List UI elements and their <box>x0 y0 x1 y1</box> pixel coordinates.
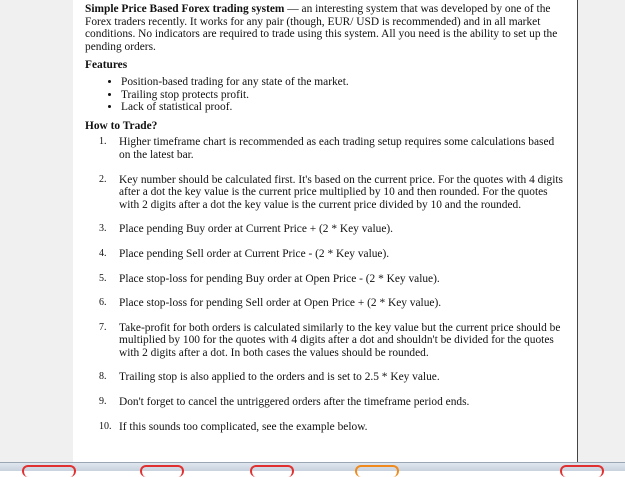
step-item <box>85 223 565 236</box>
step-item <box>85 136 565 161</box>
step-item <box>85 174 565 212</box>
step-number: 2. <box>99 173 107 185</box>
features-heading: Features <box>85 59 128 72</box>
step-number: 10. <box>99 420 112 432</box>
step-item <box>85 322 565 360</box>
step-text: Take-profit for both orders is calculated similarly to the key value but the current price should be multiplied by 100 for the quotes with 4 digits after a dot and shouldn't be divided for the quotes with 2 digits after a dot. In both cases the values should be rounded. <box>119 321 561 359</box>
step-item <box>85 248 565 261</box>
step-item <box>85 421 565 434</box>
step-text: If this sounds too complicated, see the example below. <box>119 420 368 433</box>
taskbar-app-icon[interactable] <box>560 465 604 477</box>
step-text: Place stop-loss for pending Buy order at Open Price - (2 * Key value). <box>119 272 440 285</box>
taskbar-app-icon[interactable] <box>140 465 184 477</box>
features-list <box>85 76 565 114</box>
step-text: Key number should be calculated first. It's based on the current price. For the quotes with 4 digits after a dot the key value is the current price multiplied by 10 and then rounded. For the quotes with 2 digits after a dot the key value is the current price divided by 10 and the rounded. <box>119 173 563 211</box>
step-text: Place stop-loss for pending Sell order at Open Price + (2 * Key value). <box>119 297 442 310</box>
taskbar-app-icon[interactable] <box>22 465 76 477</box>
document-page[interactable] <box>73 0 577 470</box>
step-item <box>85 371 565 384</box>
step-text: Trailing stop is also applied to the orders and is set to 2.5 * Key value. <box>119 371 440 384</box>
step-number: 5. <box>99 272 107 284</box>
viewer-right-margin <box>577 0 625 470</box>
step-number: 6. <box>99 297 107 309</box>
step-item <box>85 396 565 409</box>
features-item: • Lack of statistical proof. <box>121 101 565 114</box>
step-item <box>85 273 565 286</box>
intro-title: Simple Price Based Forex trading system <box>85 3 285 15</box>
step-number: 3. <box>99 223 107 235</box>
taskbar-app-icon[interactable] <box>355 465 399 477</box>
step-number: 7. <box>99 321 107 333</box>
features-item: • Position-based trading for any state of the market. <box>121 76 565 89</box>
step-number: 4. <box>99 247 107 259</box>
step-number: 8. <box>99 371 107 383</box>
steps-list <box>85 136 565 433</box>
step-number: 9. <box>99 396 107 408</box>
taskbar-app-icon[interactable] <box>250 465 294 477</box>
step-text: Place pending Sell order at Current Price - (2 * Key value). <box>119 247 390 260</box>
page-edge <box>577 0 578 470</box>
step-text: Higher timeframe chart is recommended as each trading setup requires some calculations based on the latest bar. <box>119 136 555 161</box>
step-item <box>85 297 565 310</box>
step-number: 1. <box>99 136 107 148</box>
intro-text: — an interesting system that was developed by one of the Forex traders recently. It works for any pair (though, EUR/ USD is recommended) and in all market conditions. No indicators are required to trade using this system. All you need is the ability to set up the pending orders. <box>85 3 558 53</box>
viewer-left-margin <box>0 0 73 470</box>
step-text: Place pending Buy order at Current Price + (2 * Key value). <box>119 223 394 236</box>
how-to-heading: How to Trade? <box>85 119 158 132</box>
document-content <box>85 3 565 445</box>
step-text: Don't forget to cancel the untriggered orders after the timeframe period ends. <box>119 396 470 409</box>
intro-paragraph <box>85 3 565 53</box>
features-item: • Trailing stop protects profit. <box>121 89 565 102</box>
